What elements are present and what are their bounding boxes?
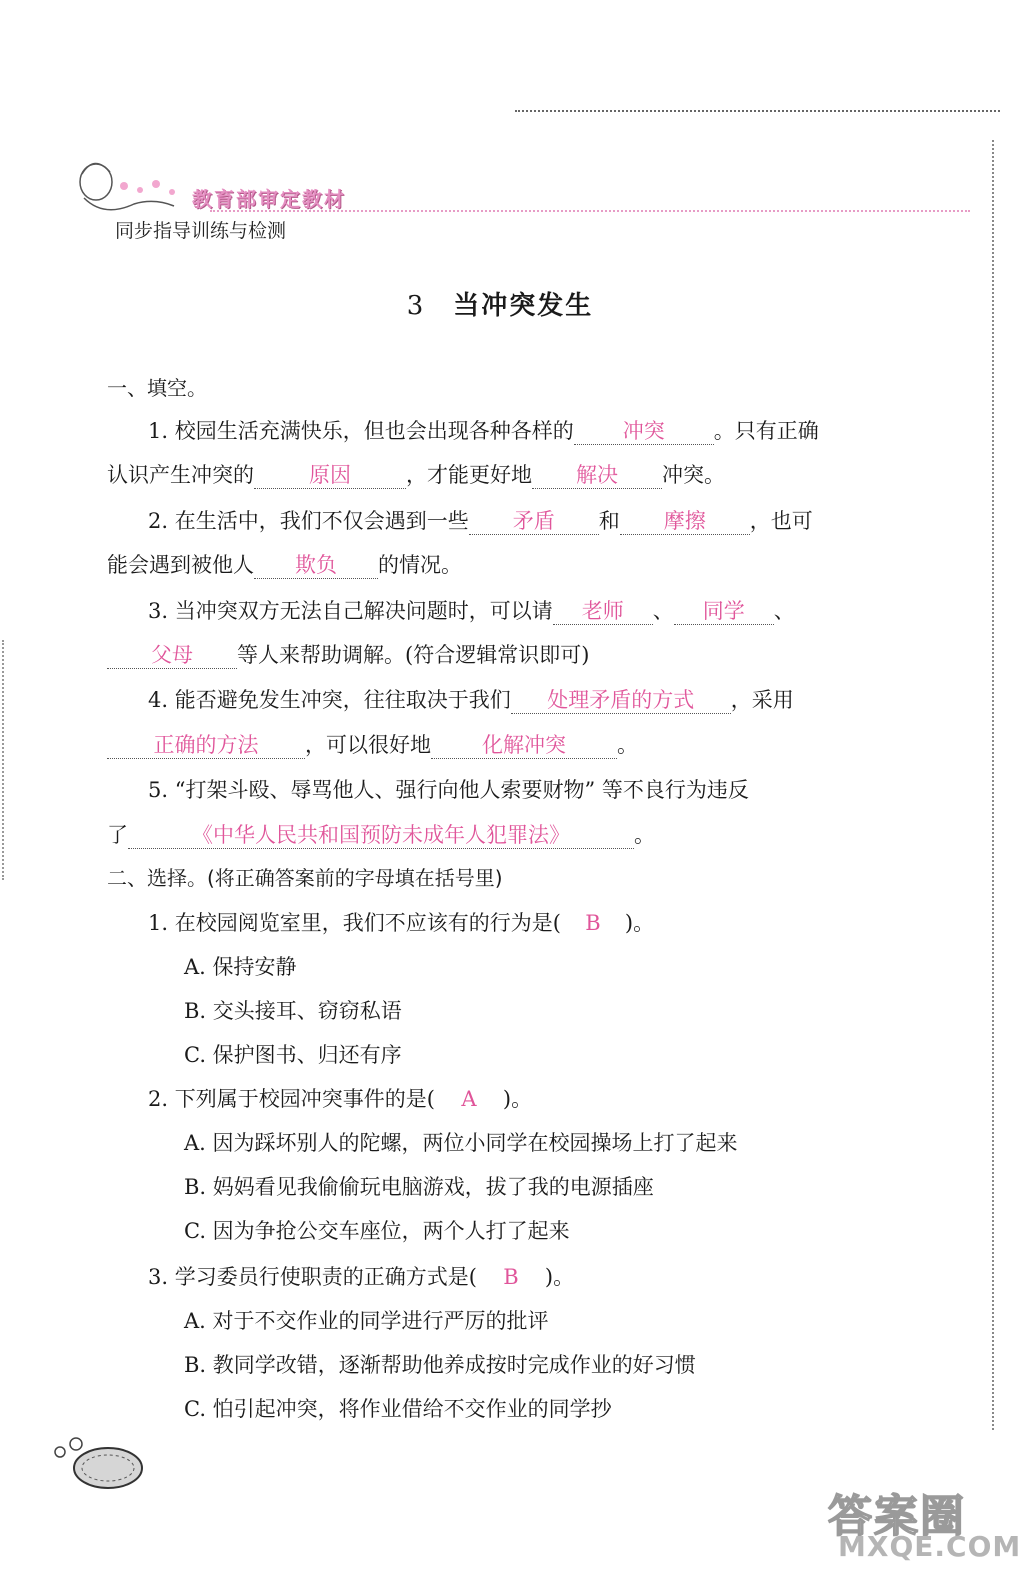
left-margin-line: [2, 640, 4, 880]
answer-blank: 冲突: [574, 418, 714, 445]
section1-heading: 一、填空。: [107, 376, 207, 400]
q5-line1: 5. “打架斗殴、辱骂他人、强行向他人索要财物” 等不良行为违反: [148, 778, 749, 802]
section2-heading: 二、选择。(将正确答案前的字母填在括号里): [107, 866, 503, 890]
answer-blank: 父母: [107, 642, 237, 669]
q1-line1: 1. 校园生活充满快乐，但也会出现各种各样的 冲突 。只有正确: [148, 419, 819, 443]
choice-q3-stem: 3. 学习委员行使职责的正确方式是( B )。: [148, 1262, 574, 1292]
choice-q2-option-a: A. 因为踩坏别人的陀螺，两位小同学在校园操场上打了起来: [184, 1131, 738, 1155]
choice-q1-stem: 1. 在校园阅览室里，我们不应该有的行为是( B )。: [148, 908, 654, 938]
choice-q2-option-c: C. 因为争抢公交车座位，两个人打了起来: [184, 1219, 570, 1243]
choice-q2-option-b: B. 妈妈看见我偷偷玩电脑游戏，拔了我的电源插座: [184, 1175, 654, 1199]
q2-line1: 2. 在生活中，我们不仅会遇到一些 矛盾 和 摩擦 ，也可: [148, 509, 813, 533]
choice-q3-option-b: B. 教同学改错，逐渐帮助他养成按时完成作业的好习惯: [184, 1353, 696, 1377]
answer-blank: 原因: [254, 462, 406, 489]
pebble-decoration-icon: [50, 1432, 150, 1492]
q3-line2: 父母 等人来帮助调解。(符合逻辑常识即可): [107, 640, 589, 670]
q2-line2: 能会遇到被他人 欺负 的情况。: [107, 553, 462, 577]
page-title: [0, 285, 1000, 322]
choice-q1-option-c: C. 保护图书、归还有序: [184, 1043, 402, 1067]
choice-q1-option-a: A. 保持安静: [184, 955, 297, 979]
answer-blank: 同学: [674, 598, 774, 625]
choice-q3-option-a: A. 对于不交作业的同学进行严厉的批评: [184, 1309, 549, 1333]
choice-answer: A: [461, 1087, 477, 1111]
textbook-banner: 教育部审定教材: [192, 187, 346, 211]
answer-blank: 老师: [553, 598, 653, 625]
q5-line2: 了 《中华人民共和国预防未成年人犯罪法》 。: [107, 823, 655, 847]
lesson-number: 3: [406, 291, 426, 321]
answer-blank: 欺负: [254, 552, 378, 579]
choice-q1-option-b: B. 交头接耳、窃窃私语: [184, 999, 402, 1023]
choice-answer: B: [503, 1265, 519, 1289]
top-rule: [515, 110, 1000, 112]
choice-q2-stem: 2. 下列属于校园冲突事件的是( A )。: [148, 1084, 532, 1114]
answer-blank: 矛盾: [469, 508, 599, 535]
watermark-url: MXQE.COM: [838, 1530, 1021, 1563]
q3-line1: 3. 当冲突双方无法自己解决问题时，可以请 老师 、 同学 、: [148, 599, 795, 623]
watermark-logo: 答案圈: [828, 1491, 966, 1542]
choice-q3-option-c: C. 怕引起冲突，将作业借给不交作业的同学抄: [184, 1397, 612, 1421]
q1-line2: 认识产生冲突的 原因 ，才能更好地 解决 冲突。: [107, 463, 725, 487]
q4-line2: 正确的方法 ，可以很好地 化解冲突 。: [107, 730, 638, 760]
answer-blank: 处理矛盾的方式: [511, 687, 731, 714]
answer-blank: 解决: [532, 462, 662, 489]
answer-blank: 化解冲突: [431, 732, 617, 759]
choice-answer: B: [585, 911, 601, 935]
answer-blank: 摩擦: [620, 508, 750, 535]
answer-blank: 正确的方法: [107, 732, 305, 759]
lesson-title: 当冲突发生: [453, 291, 594, 321]
mascot-icon: [64, 148, 190, 220]
answer-blank: 《中华人民共和国预防未成年人犯罪法》: [128, 822, 634, 849]
right-margin-line: [992, 140, 994, 1430]
series-title: 同步指导训练与检测: [115, 220, 287, 242]
q4-line1: 4. 能否避免发生冲突，往往取决于我们 处理矛盾的方式 ，采用: [148, 688, 794, 712]
